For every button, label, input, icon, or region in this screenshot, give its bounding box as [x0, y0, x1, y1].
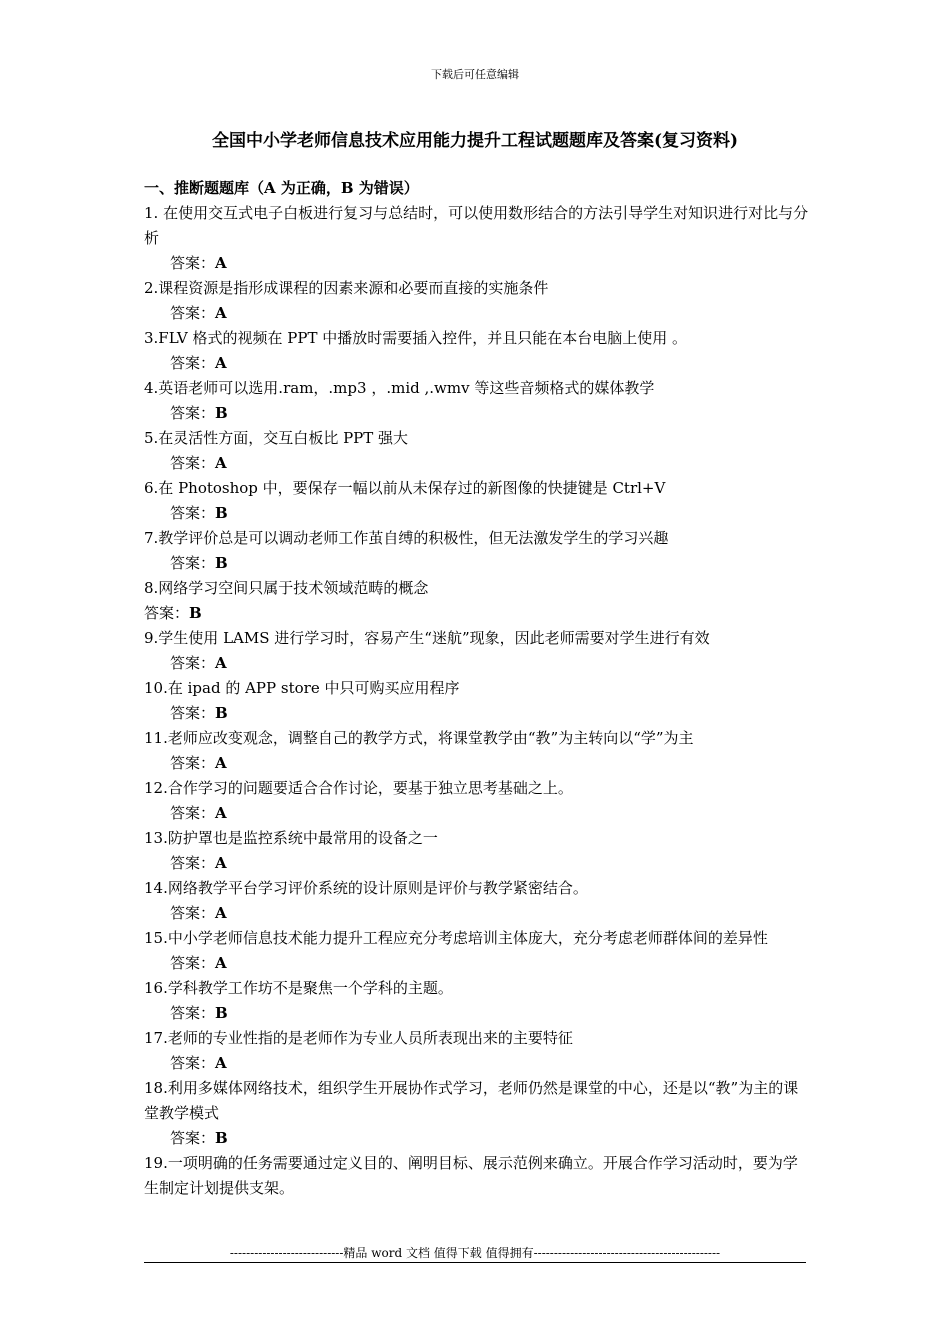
question-text: 19.一项明确的任务需要通过定义目的、阐明目标、展示范例来确立。开展合作学习活动时，要为学生制定计划提供支架。	[144, 1154, 798, 1197]
answer-line	[144, 901, 810, 926]
question-text: 14.网络教学平台学习评价系统的设计原则是评价与教学紧密结合。	[144, 879, 588, 897]
answer-prefix: 答案：	[170, 854, 216, 872]
question-text: 6.在 Photoshop 中，要保存一幅以前从未保存过的新图像的快捷键是 Ctrl+V	[144, 479, 666, 497]
question-text: 12.合作学习的问题要适合合作讨论，要基于独立思考基础之上。	[144, 779, 573, 797]
answer-prefix: 答案：	[170, 1129, 216, 1147]
answer-prefix: 答案：	[170, 904, 216, 922]
answer-value: B	[215, 1004, 228, 1022]
question-text: 3.FLV 格式的视频在 PPT 中播放时需要插入控件，并且只能在本台电脑上使用 。	[144, 329, 687, 347]
header-note: 下载后可任意编辑	[431, 68, 519, 81]
answer-prefix: 答案：	[170, 254, 216, 272]
answer-line	[144, 501, 810, 526]
question-text: 10.在 ipad 的 APP store 中只可购买应用程序	[144, 679, 460, 697]
question-text: 5.在灵活性方面，交互白板比 PPT 强大	[144, 429, 409, 447]
answer-value: A	[215, 354, 227, 372]
answer-prefix: 答案：	[144, 604, 190, 622]
answer-value: B	[215, 504, 228, 522]
document-title: 全国中小学老师信息技术应用能力提升工程试题题库及答案(复习资料)	[211, 131, 739, 151]
answer-line	[144, 551, 810, 576]
question-text: 8.网络学习空间只属于技术领域范畴的概念	[144, 579, 429, 597]
question-text: 7.教学评价总是可以调动老师工作茧自缚的积极性，但无法激发学生的学习兴趣	[144, 529, 669, 547]
answer-line	[144, 451, 810, 476]
answer-value: A	[215, 954, 227, 972]
answer-value: A	[215, 654, 227, 672]
answer-prefix: 答案：	[170, 954, 216, 972]
question-list	[144, 176, 810, 1201]
answer-prefix: 答案：	[170, 704, 216, 722]
question-text: 15.中小学老师信息技术能力提升工程应充分考虑培训主体庞大，充分考虑老师群体间的差异性	[144, 929, 768, 947]
answer-line	[144, 601, 810, 626]
answer-line	[144, 1126, 810, 1151]
questions-container	[144, 201, 810, 1201]
answer-prefix: 答案：	[170, 454, 216, 472]
answer-value: A	[215, 754, 227, 772]
footer-rule	[144, 1262, 806, 1263]
answer-line	[144, 401, 810, 426]
answer-prefix: 答案：	[170, 654, 216, 672]
answer-line	[144, 1001, 810, 1026]
answer-value: A	[215, 1054, 227, 1072]
answer-line	[144, 751, 810, 776]
question-text: 16.学科教学工作坊不是聚焦一个学科的主题。	[144, 979, 453, 997]
answer-line	[144, 951, 810, 976]
answer-line	[144, 1051, 810, 1076]
answer-value: A	[215, 454, 227, 472]
answer-prefix: 答案：	[170, 404, 216, 422]
answer-line	[144, 351, 810, 376]
answer-prefix: 答案：	[170, 304, 216, 322]
question-text: 2.课程资源是指形成课程的因素来源和必要而直接的实施条件	[144, 279, 549, 297]
question-text: 9.学生使用 LAMS 进行学习时，容易产生“迷航”现象，因此老师需要对学生进行有效	[144, 629, 710, 647]
answer-line	[144, 651, 810, 676]
answer-line	[144, 851, 810, 876]
question-text: 18.利用多媒体网络技术，组织学生开展协作式学习，老师仍然是课堂的中心，还是以“教”为主的课堂教学模式	[144, 1079, 799, 1122]
answer-prefix: 答案：	[170, 754, 216, 772]
answer-prefix: 答案：	[170, 804, 216, 822]
footer-text: ----------------------------精品 word 文档 值得下载 值得拥有----------------------------------------------	[229, 1246, 721, 1260]
question-text: 13.防护罩也是监控系统中最常用的设备之一	[144, 829, 438, 847]
answer-prefix: 答案：	[170, 354, 216, 372]
answer-value: A	[215, 904, 227, 922]
answer-prefix: 答案：	[170, 1054, 216, 1072]
answer-value: B	[215, 404, 228, 422]
answer-value: B	[215, 704, 228, 722]
question-text: 4.英语老师可以选用.ram，.mp3 ，.mid ,.wmv 等这些音频格式的媒体教学	[144, 379, 655, 397]
answer-value: B	[215, 1129, 228, 1147]
answer-value: B	[189, 604, 202, 622]
answer-prefix: 答案：	[170, 504, 216, 522]
answer-value: A	[215, 854, 227, 872]
answer-line	[144, 301, 810, 326]
answer-value: A	[215, 254, 227, 272]
question-text: 1. 在使用交互式电子白板进行复习与总结时，可以使用数形结合的方法引导学生对知识进行对比与分析	[144, 204, 809, 247]
section-title: 一、推断题题库（A 为正确，B 为错误）	[144, 179, 419, 197]
answer-value: A	[215, 304, 227, 322]
answer-line	[144, 801, 810, 826]
question-text: 17.老师的专业性指的是老师作为专业人员所表现出来的主要特征	[144, 1029, 573, 1047]
answer-value: A	[215, 804, 227, 822]
answer-line	[144, 701, 810, 726]
answer-prefix: 答案：	[170, 554, 216, 572]
answer-prefix: 答案：	[170, 1004, 216, 1022]
answer-value: B	[215, 554, 228, 572]
question-text: 11.老师应改变观念，调整自己的教学方式，将课堂教学由“教”为主转向以“学”为主	[144, 729, 694, 747]
answer-line	[144, 251, 810, 276]
